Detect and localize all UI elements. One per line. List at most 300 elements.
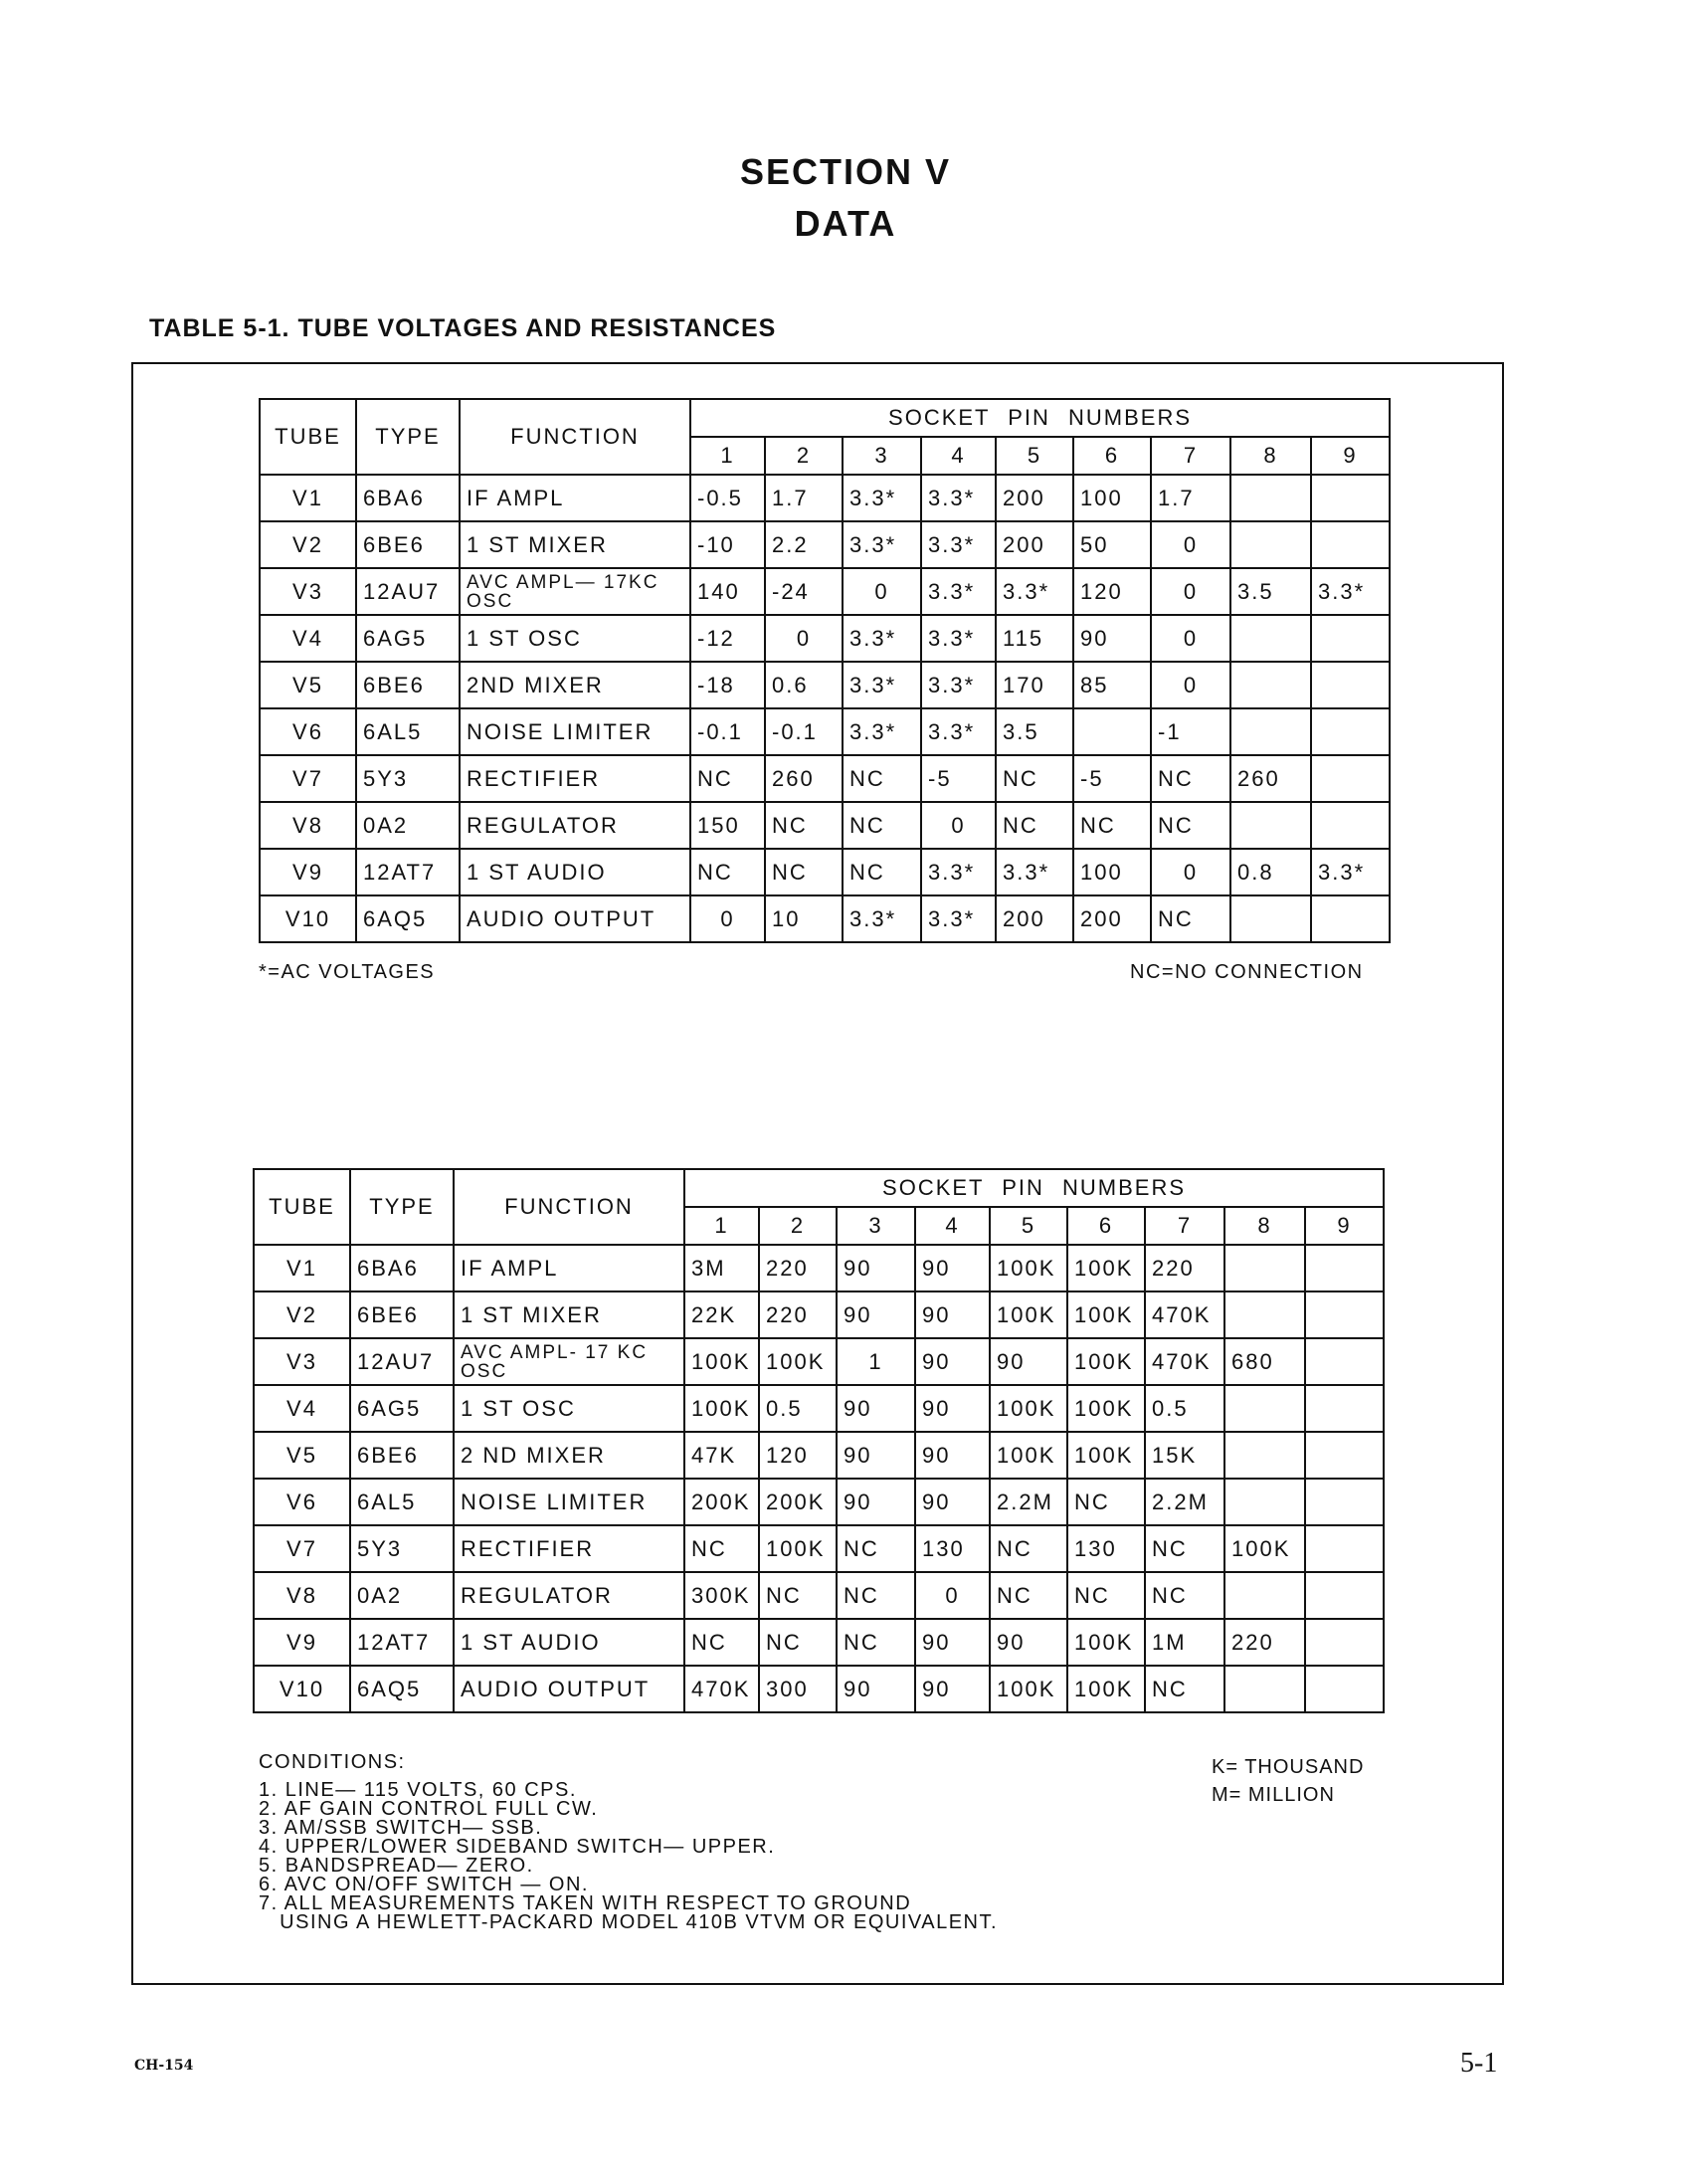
- header-pin: 1: [684, 1207, 759, 1245]
- pin-value-cell: 470K: [1145, 1338, 1224, 1385]
- pin-value-cell: 0: [921, 802, 996, 849]
- header-pin: 9: [1311, 437, 1390, 475]
- pin-value-cell: [1311, 475, 1390, 521]
- pin-value-cell: 115: [996, 615, 1073, 662]
- pin-value-cell: 3.3*: [1311, 849, 1390, 895]
- pin-value-cell: 0: [1151, 568, 1230, 615]
- pin-value-cell: 0.6: [765, 662, 843, 708]
- type-cell: 6BE6: [350, 1291, 454, 1338]
- tube-cell: V7: [254, 1525, 350, 1572]
- pin-value-cell: -0.5: [690, 475, 765, 521]
- pin-value-cell: 100K: [1067, 1385, 1145, 1432]
- pin-value-cell: 100: [1073, 475, 1151, 521]
- pin-value-cell: [1224, 1479, 1305, 1525]
- pin-value-cell: -10: [690, 521, 765, 568]
- pin-value-cell: 100K: [759, 1338, 837, 1385]
- table-row: [254, 1619, 1384, 1666]
- function-cell: AUDIO OUTPUT: [460, 895, 690, 942]
- type-cell: 5Y3: [350, 1525, 454, 1572]
- function-cell: 2ND MIXER: [460, 662, 690, 708]
- pin-value-cell: 1: [837, 1338, 915, 1385]
- header-tube: TUBE: [254, 1169, 350, 1245]
- pin-value-cell: 100K: [990, 1245, 1067, 1291]
- pin-value-cell: 130: [915, 1525, 990, 1572]
- table-row: [260, 895, 1390, 942]
- pin-value-cell: [1305, 1525, 1384, 1572]
- page-title: DATA: [794, 203, 897, 244]
- function-cell: REGULATOR: [454, 1572, 684, 1619]
- table-row: [254, 1666, 1384, 1712]
- pin-value-cell: NC: [1067, 1572, 1145, 1619]
- header-function: FUNCTION: [460, 399, 690, 475]
- pin-value-cell: 220: [1224, 1619, 1305, 1666]
- table-row: [260, 849, 1390, 895]
- pin-value-cell: [1230, 521, 1311, 568]
- table-row: [254, 1432, 1384, 1479]
- header-socket-pin-numbers: SOCKET PIN NUMBERS: [690, 399, 1390, 437]
- function-cell: 2 ND MIXER: [454, 1432, 684, 1479]
- resistance-table: [253, 1168, 1385, 1713]
- pin-value-cell: 3.3*: [843, 521, 921, 568]
- pin-value-cell: 170: [996, 662, 1073, 708]
- pin-value-cell: 130: [1067, 1525, 1145, 1572]
- tube-cell: V2: [254, 1291, 350, 1338]
- pin-value-cell: [1230, 662, 1311, 708]
- header-pin: 6: [1073, 437, 1151, 475]
- table-row: [254, 1291, 1384, 1338]
- table-row: [260, 708, 1390, 755]
- table-row: [254, 1385, 1384, 1432]
- pin-value-cell: [1305, 1291, 1384, 1338]
- header-pin: 7: [1145, 1207, 1224, 1245]
- header-pin: 7: [1151, 437, 1230, 475]
- pin-value-cell: [1224, 1245, 1305, 1291]
- pin-value-cell: [1311, 755, 1390, 802]
- pin-value-cell: 100K: [1067, 1432, 1145, 1479]
- pin-value-cell: [1230, 802, 1311, 849]
- pin-value-cell: NC: [996, 755, 1073, 802]
- function-cell: 1 ST AUDIO: [460, 849, 690, 895]
- pin-value-cell: [1305, 1619, 1384, 1666]
- pin-value-cell: 100K: [684, 1385, 759, 1432]
- table-row: [254, 1525, 1384, 1572]
- pin-value-cell: 200K: [684, 1479, 759, 1525]
- pin-value-cell: NC: [837, 1619, 915, 1666]
- function-cell: AVC AMPL- 17 KC OSC: [454, 1338, 684, 1385]
- pin-value-cell: [1311, 521, 1390, 568]
- function-cell: 1 ST OSC: [454, 1385, 684, 1432]
- pin-value-cell: 90: [915, 1479, 990, 1525]
- pin-value-cell: 0.5: [759, 1385, 837, 1432]
- type-cell: 12AU7: [356, 568, 460, 615]
- section-heading: SECTION V: [739, 151, 952, 192]
- table-row: [260, 615, 1390, 662]
- function-cell: IF AMPL: [454, 1245, 684, 1291]
- tube-cell: V4: [254, 1385, 350, 1432]
- pin-value-cell: 90: [915, 1338, 990, 1385]
- pin-value-cell: 100K: [990, 1432, 1067, 1479]
- pin-value-cell: NC: [759, 1572, 837, 1619]
- tube-cell: V8: [254, 1572, 350, 1619]
- pin-value-cell: 140: [690, 568, 765, 615]
- pin-value-cell: -0.1: [690, 708, 765, 755]
- type-cell: 12AU7: [350, 1338, 454, 1385]
- function-cell: NOISE LIMITER: [460, 708, 690, 755]
- pin-value-cell: 0: [1151, 662, 1230, 708]
- header-type: TYPE: [350, 1169, 454, 1245]
- pin-value-cell: 0: [765, 615, 843, 662]
- pin-value-cell: -12: [690, 615, 765, 662]
- header-pin: 8: [1224, 1207, 1305, 1245]
- pin-value-cell: NC: [837, 1525, 915, 1572]
- tube-cell: V9: [260, 849, 356, 895]
- pin-value-cell: NC: [1145, 1572, 1224, 1619]
- pin-value-cell: NC: [1145, 1666, 1224, 1712]
- pin-value-cell: 470K: [1145, 1291, 1224, 1338]
- pin-value-cell: [1224, 1666, 1305, 1712]
- pin-value-cell: 90: [915, 1619, 990, 1666]
- pin-value-cell: 90: [837, 1291, 915, 1338]
- type-cell: 6BE6: [356, 521, 460, 568]
- tube-cell: V3: [254, 1338, 350, 1385]
- pin-value-cell: [1073, 708, 1151, 755]
- pin-value-cell: 90: [915, 1245, 990, 1291]
- pin-value-cell: 0: [843, 568, 921, 615]
- pin-value-cell: -24: [765, 568, 843, 615]
- pin-value-cell: 3.3*: [921, 662, 996, 708]
- header-pin: 1: [690, 437, 765, 475]
- pin-value-cell: 200: [1073, 895, 1151, 942]
- pin-value-cell: NC: [1073, 802, 1151, 849]
- pin-value-cell: 120: [1073, 568, 1151, 615]
- pin-value-cell: 680: [1224, 1338, 1305, 1385]
- pin-value-cell: [1224, 1385, 1305, 1432]
- pin-value-cell: 100K: [1067, 1619, 1145, 1666]
- header-tube: TUBE: [260, 399, 356, 475]
- pin-value-cell: 100K: [1067, 1291, 1145, 1338]
- header-pin: 4: [921, 437, 996, 475]
- condition-item: 5. BANDSPREAD— ZERO.: [259, 1855, 534, 1877]
- tube-cell: V10: [254, 1666, 350, 1712]
- pin-value-cell: -5: [921, 755, 996, 802]
- pin-value-cell: [1305, 1572, 1384, 1619]
- pin-value-cell: NC: [990, 1572, 1067, 1619]
- type-cell: 6AG5: [350, 1385, 454, 1432]
- pin-value-cell: [1224, 1432, 1305, 1479]
- pin-value-cell: [1305, 1245, 1384, 1291]
- pin-value-cell: [1305, 1385, 1384, 1432]
- condition-item: 2. AF GAIN CONTROL FULL CW.: [259, 1798, 599, 1820]
- type-cell: 0A2: [356, 802, 460, 849]
- table-title: TABLE 5-1. TUBE VOLTAGES AND RESISTANCES: [149, 314, 777, 342]
- function-cell: NOISE LIMITER: [454, 1479, 684, 1525]
- pin-value-cell: 0.5: [1145, 1385, 1224, 1432]
- pin-value-cell: 3.3*: [843, 615, 921, 662]
- pin-value-cell: NC: [759, 1619, 837, 1666]
- units-legend: [1212, 1753, 1364, 1809]
- conditions-label: CONDITIONS:: [259, 1751, 406, 1773]
- pin-value-cell: 100K: [684, 1338, 759, 1385]
- pin-value-cell: [1224, 1291, 1305, 1338]
- tube-cell: V8: [260, 802, 356, 849]
- pin-value-cell: NC: [996, 802, 1073, 849]
- pin-value-cell: 260: [1230, 755, 1311, 802]
- pin-value-cell: 47K: [684, 1432, 759, 1479]
- pin-value-cell: NC: [690, 849, 765, 895]
- pin-value-cell: 1.7: [765, 475, 843, 521]
- pin-value-cell: 3.3*: [921, 568, 996, 615]
- pin-value-cell: NC: [690, 755, 765, 802]
- pin-value-cell: 3.3*: [843, 662, 921, 708]
- tube-cell: V5: [260, 662, 356, 708]
- pin-value-cell: 3.3*: [921, 475, 996, 521]
- type-cell: 12AT7: [350, 1619, 454, 1666]
- pin-value-cell: 100K: [1067, 1245, 1145, 1291]
- unit-k: K= THOUSAND: [1212, 1756, 1365, 1778]
- table-row: [254, 1572, 1384, 1619]
- type-cell: 6BE6: [350, 1432, 454, 1479]
- header-function: FUNCTION: [454, 1169, 684, 1245]
- type-cell: 6BE6: [356, 662, 460, 708]
- pin-value-cell: -18: [690, 662, 765, 708]
- pin-value-cell: 2.2M: [1145, 1479, 1224, 1525]
- pin-value-cell: 10: [765, 895, 843, 942]
- pin-value-cell: 100K: [990, 1666, 1067, 1712]
- pin-value-cell: 3.3*: [921, 521, 996, 568]
- unit-m: M= MILLION: [1212, 1784, 1335, 1806]
- pin-value-cell: 120: [759, 1432, 837, 1479]
- type-cell: 6AL5: [356, 708, 460, 755]
- pin-value-cell: 0.8: [1230, 849, 1311, 895]
- condition-item: 7. ALL MEASUREMENTS TAKEN WITH RESPECT TO GROUND: [259, 1892, 912, 1914]
- pin-value-cell: 85: [1073, 662, 1151, 708]
- pin-value-cell: 100K: [759, 1525, 837, 1572]
- header-pin: 2: [759, 1207, 837, 1245]
- pin-value-cell: 100K: [990, 1385, 1067, 1432]
- pin-value-cell: 22K: [684, 1291, 759, 1338]
- header-pin: 3: [837, 1207, 915, 1245]
- pin-value-cell: 150: [690, 802, 765, 849]
- pin-value-cell: 90: [837, 1385, 915, 1432]
- pin-value-cell: 3.3*: [843, 708, 921, 755]
- pin-value-cell: [1311, 615, 1390, 662]
- pin-value-cell: 3.3*: [1311, 568, 1390, 615]
- function-cell: 1 ST MIXER: [454, 1291, 684, 1338]
- pin-value-cell: 0: [915, 1572, 990, 1619]
- pin-value-cell: 100: [1073, 849, 1151, 895]
- pin-value-cell: 90: [915, 1666, 990, 1712]
- voltage-table: [259, 398, 1391, 943]
- function-cell: REGULATOR: [460, 802, 690, 849]
- table-row: [260, 475, 1390, 521]
- tube-cell: V6: [260, 708, 356, 755]
- condition-item: 6. AVC ON/OFF SWITCH — ON.: [259, 1874, 589, 1895]
- nc-note: NC=NO CONNECTION: [1130, 961, 1364, 983]
- type-cell: 6BA6: [356, 475, 460, 521]
- type-cell: 6AL5: [350, 1479, 454, 1525]
- header-pin: 6: [1067, 1207, 1145, 1245]
- pin-value-cell: [1230, 615, 1311, 662]
- pin-value-cell: [1311, 895, 1390, 942]
- pin-value-cell: NC: [1145, 1525, 1224, 1572]
- function-cell: RECTIFIER: [454, 1525, 684, 1572]
- pin-value-cell: NC: [843, 802, 921, 849]
- pin-value-cell: [1305, 1432, 1384, 1479]
- pin-value-cell: 3.5: [1230, 568, 1311, 615]
- function-cell: 1 ST AUDIO: [454, 1619, 684, 1666]
- pin-value-cell: 470K: [684, 1666, 759, 1712]
- type-cell: 6AG5: [356, 615, 460, 662]
- header-pin: 3: [843, 437, 921, 475]
- pin-value-cell: NC: [765, 802, 843, 849]
- type-cell: 5Y3: [356, 755, 460, 802]
- pin-value-cell: 90: [990, 1338, 1067, 1385]
- table-row: [260, 802, 1390, 849]
- pin-value-cell: 220: [1145, 1245, 1224, 1291]
- function-cell: AUDIO OUTPUT: [454, 1666, 684, 1712]
- pin-value-cell: 90: [915, 1385, 990, 1432]
- pin-value-cell: 100K: [1067, 1666, 1145, 1712]
- pin-value-cell: 90: [837, 1479, 915, 1525]
- pin-value-cell: 0: [690, 895, 765, 942]
- pin-value-cell: 2.2: [765, 521, 843, 568]
- tube-cell: V9: [254, 1619, 350, 1666]
- pin-value-cell: [1230, 708, 1311, 755]
- pin-value-cell: 300K: [684, 1572, 759, 1619]
- table-row: [260, 568, 1390, 615]
- function-cell: RECTIFIER: [460, 755, 690, 802]
- tube-cell: V3: [260, 568, 356, 615]
- type-cell: 6AQ5: [356, 895, 460, 942]
- pin-value-cell: [1311, 662, 1390, 708]
- type-cell: 12AT7: [356, 849, 460, 895]
- pin-value-cell: NC: [684, 1525, 759, 1572]
- condition-item: 1. LINE— 115 VOLTS, 60 CPS.: [259, 1779, 577, 1801]
- pin-value-cell: 3.3*: [921, 849, 996, 895]
- pin-value-cell: 90: [837, 1245, 915, 1291]
- pin-value-cell: 3.3*: [843, 475, 921, 521]
- pin-value-cell: 100K: [1224, 1525, 1305, 1572]
- table-row: [254, 1479, 1384, 1525]
- pin-value-cell: NC: [1151, 802, 1230, 849]
- pin-value-cell: -0.1: [765, 708, 843, 755]
- function-cell: IF AMPL: [460, 475, 690, 521]
- header-pin: 5: [990, 1207, 1067, 1245]
- table-row: [260, 755, 1390, 802]
- pin-value-cell: NC: [837, 1572, 915, 1619]
- pin-value-cell: 0: [1151, 849, 1230, 895]
- pin-value-cell: 90: [915, 1291, 990, 1338]
- pin-value-cell: [1311, 708, 1390, 755]
- type-cell: 6BA6: [350, 1245, 454, 1291]
- pin-value-cell: NC: [843, 755, 921, 802]
- pin-value-cell: 100K: [1067, 1338, 1145, 1385]
- pin-value-cell: -1: [1151, 708, 1230, 755]
- pin-value-cell: 100K: [990, 1291, 1067, 1338]
- pin-value-cell: 200: [996, 521, 1073, 568]
- pin-value-cell: 3.3*: [996, 849, 1073, 895]
- pin-value-cell: NC: [990, 1525, 1067, 1572]
- pin-value-cell: 3.3*: [921, 708, 996, 755]
- header-socket-pin-numbers: SOCKET PIN NUMBERS: [684, 1169, 1384, 1207]
- pin-value-cell: 90: [915, 1432, 990, 1479]
- pin-value-cell: 50: [1073, 521, 1151, 568]
- pin-value-cell: 0: [1151, 521, 1230, 568]
- pin-value-cell: 3.5: [996, 708, 1073, 755]
- pin-value-cell: [1224, 1572, 1305, 1619]
- table-row: [260, 662, 1390, 708]
- tube-cell: V10: [260, 895, 356, 942]
- pin-value-cell: NC: [843, 849, 921, 895]
- pin-value-cell: [1311, 802, 1390, 849]
- pin-value-cell: -5: [1073, 755, 1151, 802]
- table-row: [254, 1338, 1384, 1385]
- pin-value-cell: [1305, 1666, 1384, 1712]
- pin-value-cell: 1.7: [1151, 475, 1230, 521]
- pin-value-cell: 3.3*: [996, 568, 1073, 615]
- pin-value-cell: 90: [1073, 615, 1151, 662]
- pin-value-cell: 3M: [684, 1245, 759, 1291]
- tube-cell: V7: [260, 755, 356, 802]
- pin-value-cell: 3.3*: [921, 895, 996, 942]
- pin-value-cell: 90: [837, 1432, 915, 1479]
- pin-value-cell: NC: [1151, 895, 1230, 942]
- pin-value-cell: 300: [759, 1666, 837, 1712]
- pin-value-cell: 90: [990, 1619, 1067, 1666]
- document-code: CH-154: [134, 2058, 194, 2074]
- tube-cell: V6: [254, 1479, 350, 1525]
- type-cell: 6AQ5: [350, 1666, 454, 1712]
- pin-value-cell: NC: [765, 849, 843, 895]
- function-cell: AVC AMPL— 17KC OSC: [460, 568, 690, 615]
- header-pin: 2: [765, 437, 843, 475]
- pin-value-cell: 200K: [759, 1479, 837, 1525]
- condition-item: 4. UPPER/LOWER SIDEBAND SWITCH— UPPER.: [259, 1836, 776, 1858]
- ac-voltage-note: *=AC VOLTAGES: [259, 961, 436, 983]
- pin-value-cell: 200: [996, 475, 1073, 521]
- header-pin: 5: [996, 437, 1073, 475]
- tube-cell: V1: [254, 1245, 350, 1291]
- pin-value-cell: 200: [996, 895, 1073, 942]
- tube-cell: V2: [260, 521, 356, 568]
- function-cell: 1 ST MIXER: [460, 521, 690, 568]
- pin-value-cell: [1230, 895, 1311, 942]
- pin-value-cell: 2.2M: [990, 1479, 1067, 1525]
- pin-value-cell: 1M: [1145, 1619, 1224, 1666]
- pin-value-cell: 3.3*: [843, 895, 921, 942]
- pin-value-cell: 15K: [1145, 1432, 1224, 1479]
- tube-cell: V1: [260, 475, 356, 521]
- pin-value-cell: 3.3*: [921, 615, 996, 662]
- pin-value-cell: 0: [1151, 615, 1230, 662]
- function-cell: 1 ST OSC: [460, 615, 690, 662]
- header-pin: 9: [1305, 1207, 1384, 1245]
- pin-value-cell: [1305, 1338, 1384, 1385]
- header-pin: 4: [915, 1207, 990, 1245]
- condition-item: USING A HEWLETT-PACKARD MODEL 410B VTVM OR EQUIVALENT.: [259, 1911, 999, 1933]
- conditions: [259, 1753, 998, 1932]
- pin-value-cell: 260: [765, 755, 843, 802]
- type-cell: 0A2: [350, 1572, 454, 1619]
- header-type: TYPE: [356, 399, 460, 475]
- pin-value-cell: [1230, 475, 1311, 521]
- table-row: [260, 521, 1390, 568]
- table-row: [254, 1245, 1384, 1291]
- tube-cell: V5: [254, 1432, 350, 1479]
- pin-value-cell: 90: [837, 1666, 915, 1712]
- page-number: 5-1: [1460, 2048, 1498, 2079]
- pin-value-cell: [1305, 1479, 1384, 1525]
